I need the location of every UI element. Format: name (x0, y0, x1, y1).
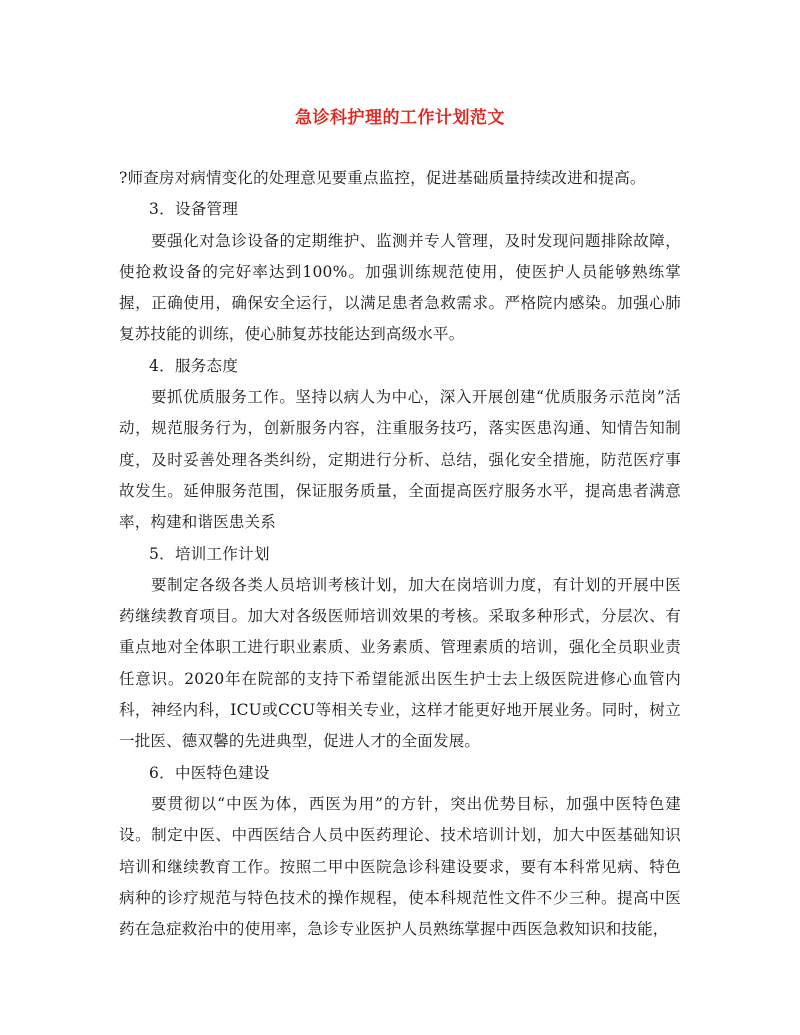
section-heading-tcm: 6．中医特色建设 (149, 763, 270, 782)
intro-paragraph: ?师查房对病情变化的处理意见要重点监控，促进基础质量持续改进和提高。 (119, 169, 646, 187)
section-paragraph-equipment: 要强化对急诊设备的定期维护、监测并专人管理，及时发现问题排除故障，使抢救设备的完好率达到100%。加强训练规范使用，使医护人员能够熟练掌握，正确使用，确保安全运行，以满足患者急救需求。严格院内感染。加强心肺复苏技能的训练，使心肺复苏技能达到高级水平。 (119, 231, 681, 344)
section-paragraph-tcm: 要贯彻以“中医为体，西医为用”的方针，突出优势目标，加强中医特色建设。制定中医、中西医结合人员中医药理论、技术培训计划，加大中医基础知识培训和继续教育工作。按照二甲中医院急诊科建设要求，要有本科常见病、特色病种的诊疗规范与特色技术的操作规程，使本科规范性文件不少三种。提高中医药在急症救治中的使用率，急诊专业医护人员熟练掌握中西医急救知识和技能， (119, 794, 681, 939)
section-heading-training: 5．培训工作计划 (149, 544, 270, 563)
section-paragraph-training: 要制定各级各类人员培训考核计划，加大在岗培训力度，有计划的开展中医药继续教育项目。加大对各级医师培训效果的考核。采取多种形式，分层次、有重点地对全体职工进行职业素质、业务素质、管理素质的培训，强化全员职业责任意识。2020年在院部的支持下希望能派出医生护士去上级医院进修心血管内科，神经内科，ICU或CCU等相关专业，这样才能更好地开展业务。同时，树立一批医、德双馨的先进典型，促进人才的全面发展。 (119, 575, 681, 751)
section-heading-equipment: 3．设备管理 (149, 200, 239, 219)
section-paragraph-service: 要抓优质服务工作。坚持以病人为中心，深入开展创建“优质服务示范岗”活动，规范服务行为，创新服务内容，注重服务技巧，落实医患沟通、知情告知制度，及时妥善处理各类纠纷，定期进行分析、总结，强化安全措施，防范医疗事故发生。延伸服务范围，保证服务质量，全面提高医疗服务水平，提高患者满意率，构建和谐医患关系 (119, 388, 681, 532)
document-body (119, 163, 681, 945)
section-heading-service: 4．服务态度 (149, 356, 239, 375)
document-title: 急诊科护理的工作计划范文 (295, 108, 505, 128)
